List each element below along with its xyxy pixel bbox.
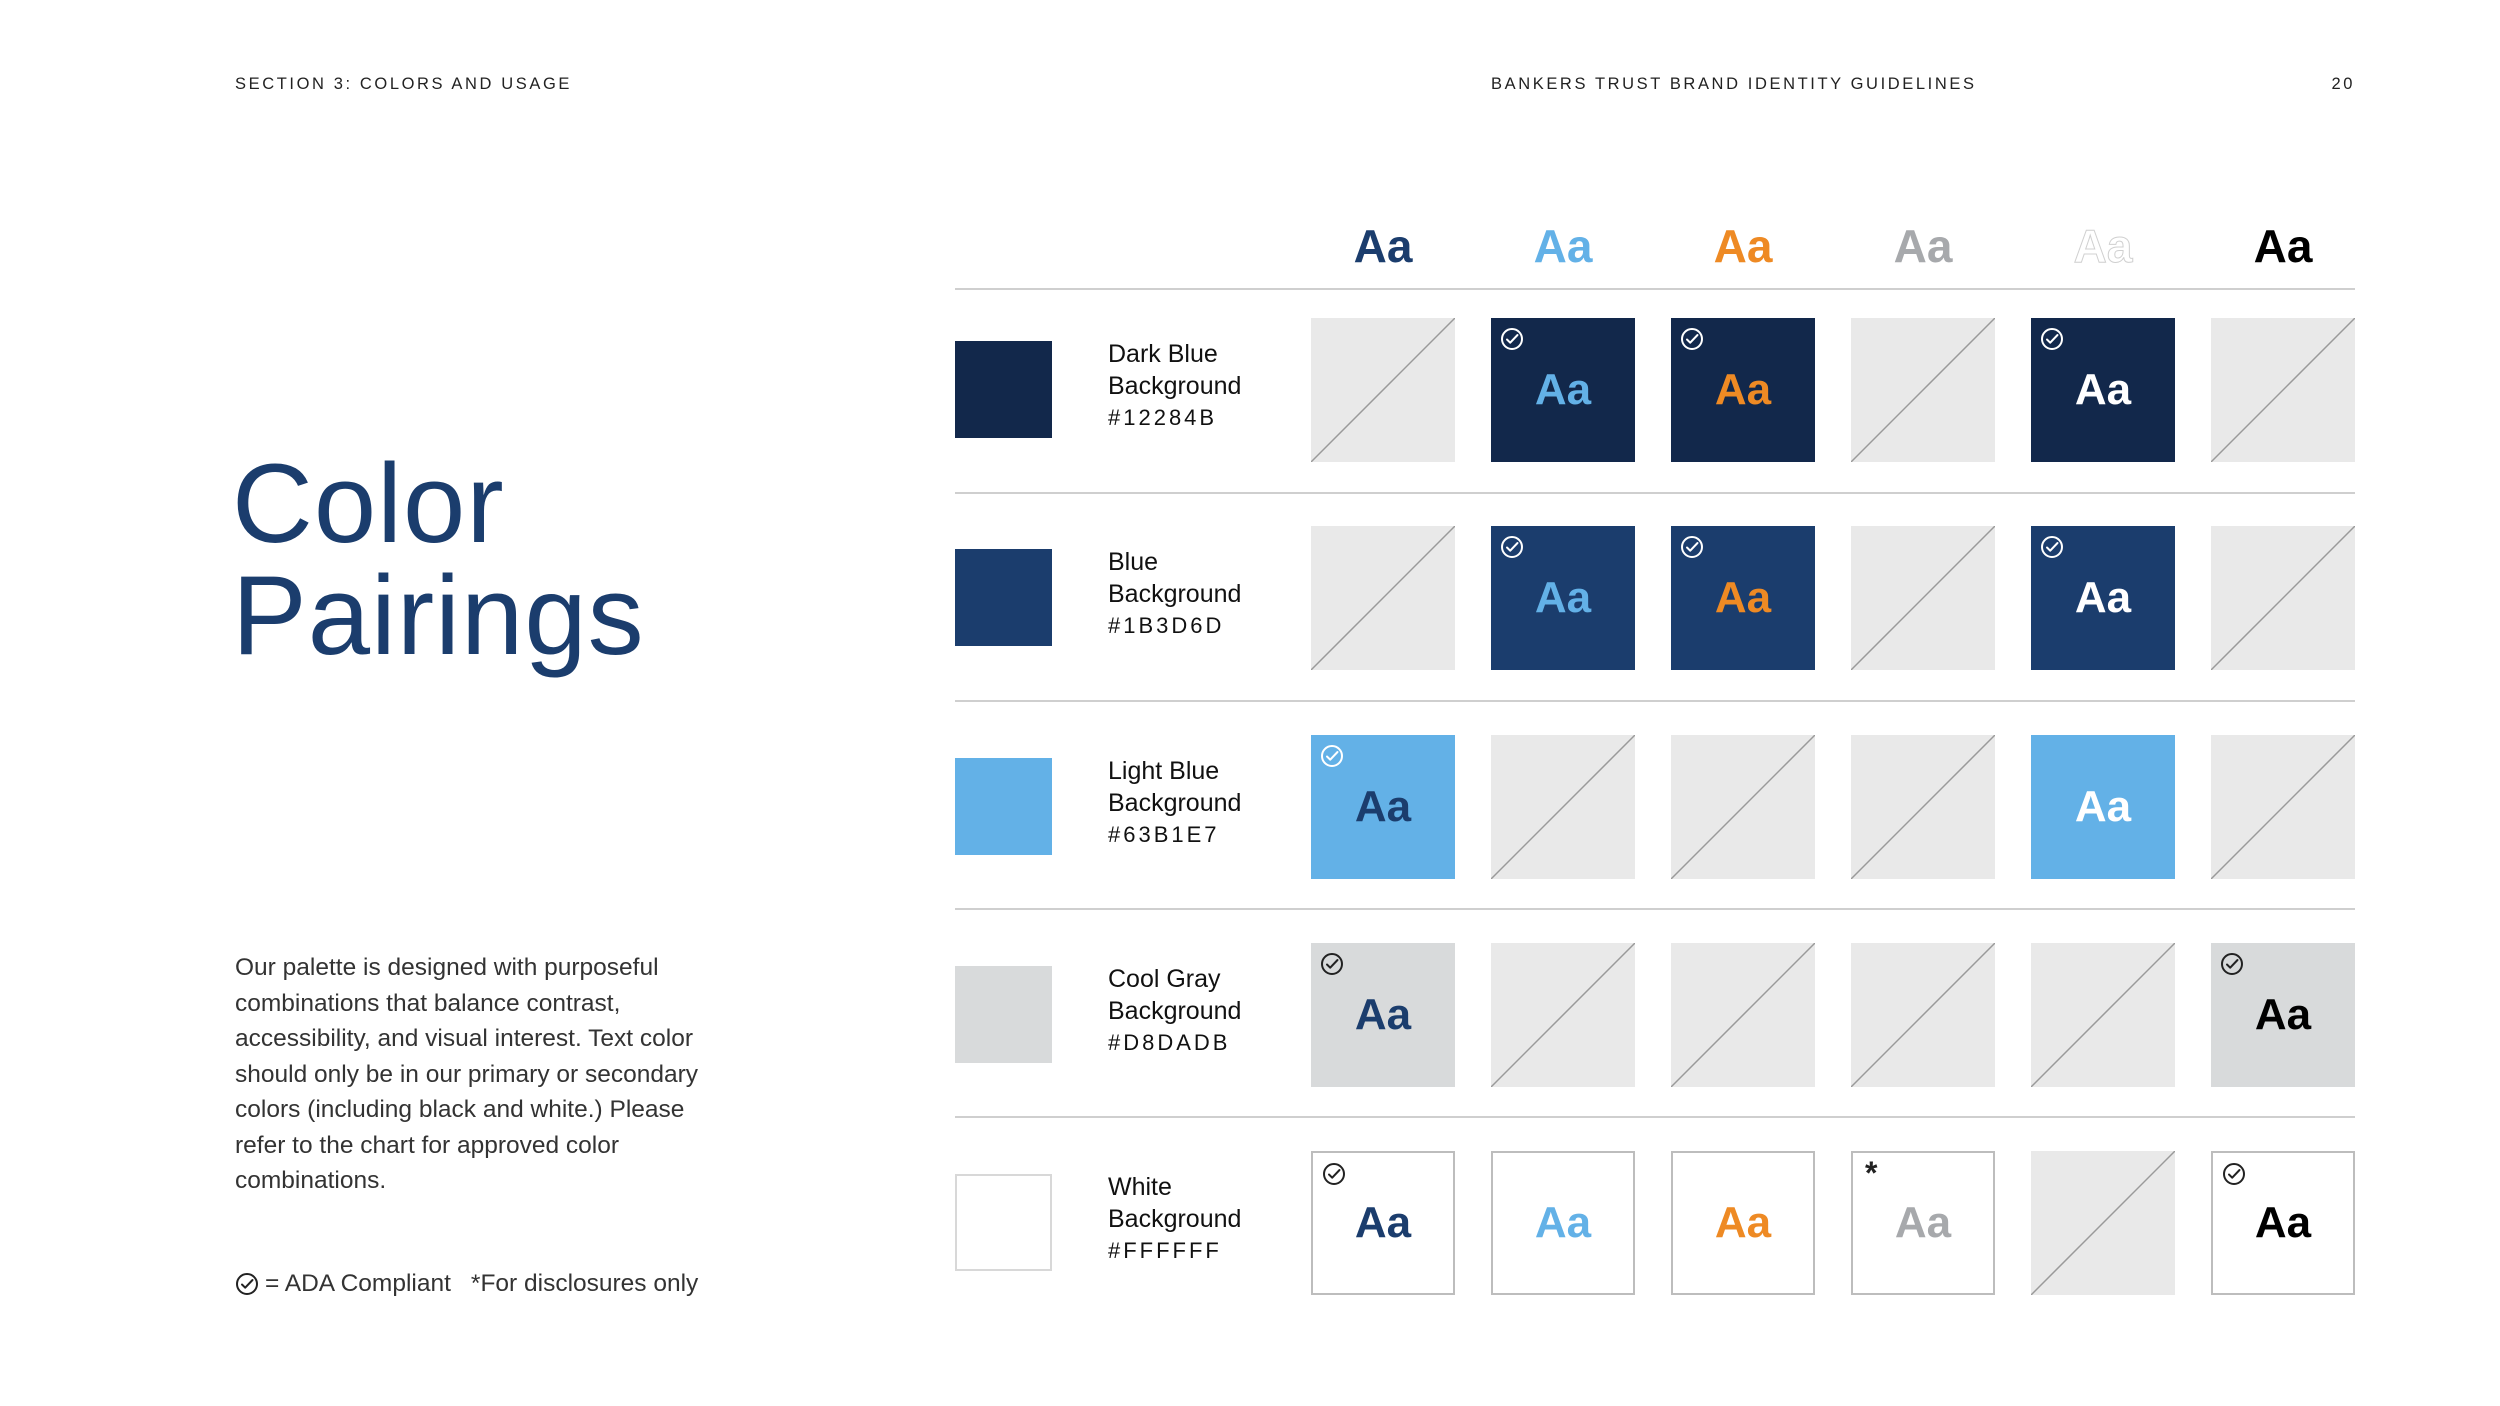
- sample-text: Aa: [2074, 365, 2132, 414]
- sample-text: Aa: [1534, 365, 1592, 414]
- page-title-line-2: Pairings: [232, 553, 645, 678]
- background-name: Blue: [1108, 548, 1159, 576]
- description-paragraph: Our palette is designed with purposeful combinations that balance contrast, accessibility, and visual interest. Text color should only be in our primary or secondary colors (including black and white.) Please refer to the chart for approved color combinations.: [235, 954, 699, 1194]
- sample-text: Aa: [1354, 782, 1412, 831]
- sample-text: Aa: [1534, 1198, 1592, 1247]
- column-sample-6: Aa: [2253, 220, 2313, 272]
- pairing-cell: [1491, 526, 1635, 670]
- legend-ada: = ADA Compliant: [265, 1270, 451, 1297]
- check-circle-icon: [235, 1272, 259, 1296]
- legend-disclosure: *For disclosures only: [470, 1270, 699, 1297]
- pairing-cell: [2031, 526, 2175, 670]
- pairing-cell: [1851, 1151, 1995, 1295]
- column-sample-2: Aa: [1533, 220, 1593, 272]
- diagonal-strike-icon: [1671, 735, 1815, 879]
- background-label: [1108, 755, 1241, 851]
- background-name: Dark Blue: [1108, 340, 1218, 368]
- pairing-cell-not-approved: [1671, 735, 1815, 879]
- background-swatch: [955, 341, 1052, 438]
- background-word: Background: [1108, 372, 1242, 400]
- pairing-cell-not-approved: [1491, 943, 1635, 1087]
- diagonal-strike-icon: [2211, 318, 2355, 462]
- diagonal-strike-icon: [1671, 943, 1815, 1087]
- diagonal-strike-icon: [1851, 318, 1995, 462]
- pairing-cell-not-approved: [1491, 735, 1635, 879]
- sample-text: Aa: [1354, 1198, 1412, 1247]
- sample-text: Aa: [2254, 1198, 2312, 1247]
- sample-text: Aa: [1714, 573, 1772, 622]
- diagonal-strike-icon: [1851, 735, 1995, 879]
- check-circle-icon: [1500, 327, 1524, 351]
- background-swatch: [955, 966, 1052, 1063]
- sample-text: Aa: [1354, 990, 1412, 1039]
- check-circle-icon: [1320, 952, 1344, 976]
- legend: [235, 1270, 698, 1298]
- pairing-cell: [1491, 318, 1635, 462]
- background-hex: #1B3D6D: [1108, 613, 1225, 638]
- pairing-cell-not-approved: [1851, 735, 1995, 879]
- pairing-cell-not-approved: [2211, 318, 2355, 462]
- background-label: [1108, 963, 1241, 1059]
- background-hex: #63B1E7: [1108, 822, 1220, 847]
- check-circle-icon: [1680, 535, 1704, 559]
- pairing-cell: [2031, 318, 2175, 462]
- pairing-cell: [1491, 1151, 1635, 1295]
- background-word: Background: [1108, 580, 1242, 608]
- pairing-cell-not-approved: [1851, 943, 1995, 1087]
- pairing-cell: [1311, 735, 1455, 879]
- pairing-cell: [1311, 1151, 1455, 1295]
- pairing-cell: [1671, 526, 1815, 670]
- check-circle-icon: [2040, 327, 2064, 351]
- background-label: [1108, 546, 1241, 642]
- page-number: 20: [2331, 75, 2355, 93]
- diagonal-strike-icon: [2211, 526, 2355, 670]
- pairing-cell-not-approved: [1851, 318, 1995, 462]
- sample-text: Aa: [1534, 573, 1592, 622]
- column-sample-1: Aa: [1353, 220, 1413, 272]
- sample-text: Aa: [1894, 1198, 1952, 1247]
- page-title: [232, 441, 645, 678]
- section-label: SECTION 3: COLORS AND USAGE: [235, 75, 573, 93]
- check-circle-icon: [1500, 535, 1524, 559]
- diagonal-strike-icon: [1491, 735, 1635, 879]
- pairing-cell-not-approved: [2211, 526, 2355, 670]
- pairing-cell-not-approved: [1851, 526, 1995, 670]
- pairing-cell-not-approved: [1671, 943, 1815, 1087]
- pairing-cell: [2211, 1151, 2355, 1295]
- diagonal-strike-icon: [2211, 735, 2355, 879]
- background-swatch: [955, 549, 1052, 646]
- pairing-cell-not-approved: [2031, 943, 2175, 1087]
- check-circle-icon: [2222, 1162, 2246, 1186]
- page-title-line-1: Color: [232, 441, 505, 566]
- row-divider: [955, 492, 2355, 494]
- check-circle-icon: [2220, 952, 2244, 976]
- document-title: BANKERS TRUST BRAND IDENTITY GUIDELINES: [1491, 75, 1977, 93]
- background-name: Light Blue: [1108, 757, 1220, 785]
- background-swatch: [955, 1174, 1052, 1271]
- diagonal-strike-icon: [1311, 526, 1455, 670]
- check-circle-icon: [1322, 1162, 1346, 1186]
- column-sample-3: Aa: [1713, 220, 1773, 272]
- pairing-cell: [2211, 943, 2355, 1087]
- sample-text: Aa: [1714, 365, 1772, 414]
- background-word: Background: [1108, 1205, 1242, 1233]
- check-circle-icon: [1680, 327, 1704, 351]
- pairing-cell-not-approved: [2031, 1151, 2175, 1295]
- pairing-cell: [1311, 943, 1455, 1087]
- row-divider: [955, 1116, 2355, 1118]
- sample-text: Aa: [2254, 990, 2312, 1039]
- pairing-cell-not-approved: [2211, 735, 2355, 879]
- diagonal-strike-icon: [1491, 943, 1635, 1087]
- row-divider: [955, 700, 2355, 702]
- background-hex: #FFFFFF: [1108, 1238, 1222, 1263]
- disclosure-asterisk: *: [1865, 1155, 1878, 1191]
- pairing-cell-not-approved: [1311, 526, 1455, 670]
- background-swatch: [955, 758, 1052, 855]
- diagonal-strike-icon: [1851, 526, 1995, 670]
- diagonal-strike-icon: [2031, 943, 2175, 1087]
- column-sample-4: Aa: [1893, 220, 1953, 272]
- sample-text: Aa: [1714, 1198, 1772, 1247]
- background-hex: #12284B: [1108, 405, 1218, 430]
- check-circle-icon: [1320, 744, 1344, 768]
- diagonal-strike-icon: [1311, 318, 1455, 462]
- diagonal-strike-icon: [1851, 943, 1995, 1087]
- pairing-cell: [1671, 1151, 1815, 1295]
- column-sample-5: Aa: [2073, 220, 2133, 272]
- background-name: White: [1108, 1173, 1172, 1201]
- pairing-cell: [1671, 318, 1815, 462]
- background-word: Background: [1108, 789, 1242, 817]
- background-label: [1108, 338, 1241, 434]
- check-circle-icon: [2040, 535, 2064, 559]
- background-word: Background: [1108, 997, 1242, 1025]
- row-divider: [955, 908, 2355, 910]
- background-name: Cool Gray: [1108, 965, 1221, 993]
- background-label: [1108, 1171, 1241, 1267]
- diagonal-strike-icon: [2031, 1151, 2175, 1295]
- pairing-cell: [2031, 735, 2175, 879]
- sample-text: Aa: [2074, 573, 2132, 622]
- background-hex: #D8DADB: [1108, 1030, 1231, 1055]
- row-divider: [955, 288, 2355, 290]
- sample-text: Aa: [2074, 782, 2132, 831]
- pairing-cell-not-approved: [1311, 318, 1455, 462]
